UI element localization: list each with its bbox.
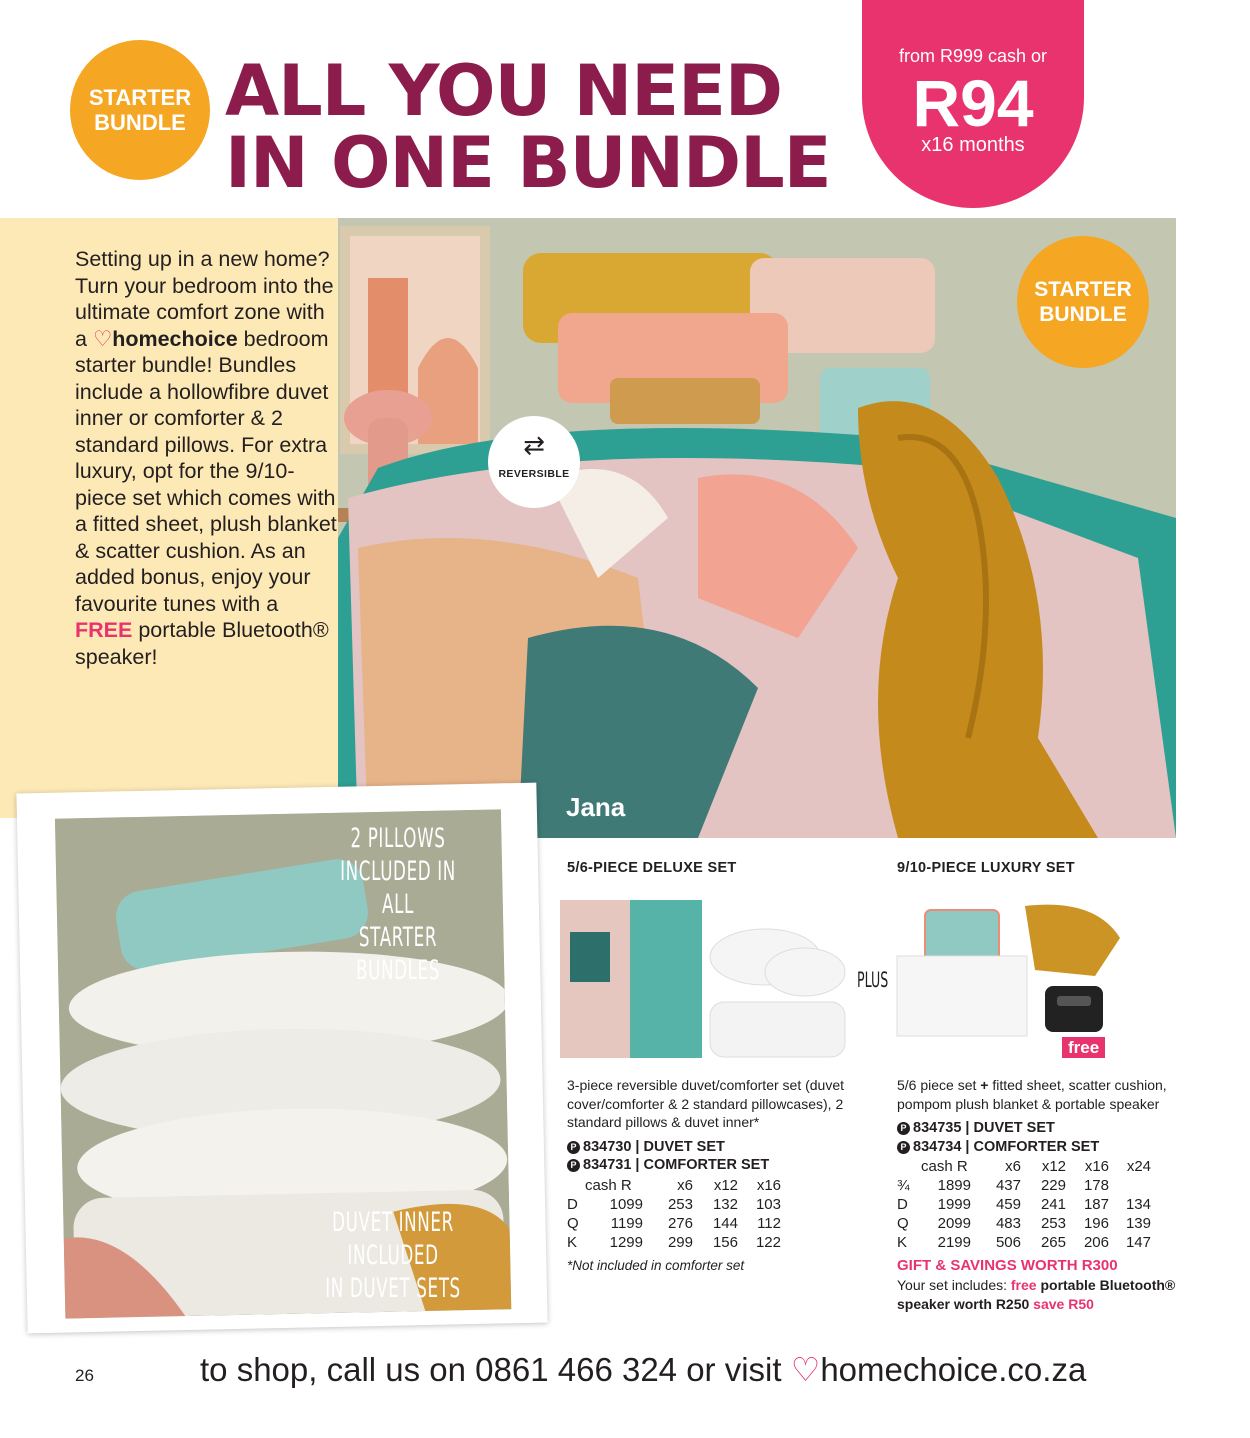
table-cell: 147: [1125, 1234, 1151, 1251]
table-cell: 132: [712, 1196, 738, 1213]
product-name: Jana: [566, 792, 626, 822]
swap-arrows-icon: ⇄: [523, 430, 545, 460]
deluxe-title: 5/6-PIECE DELUXE SET: [567, 860, 737, 876]
table-cell: x16: [1084, 1158, 1109, 1175]
heart-icon: ♡: [790, 1351, 821, 1388]
table-header-row: [567, 1176, 781, 1195]
gift-text: portable Bluetooth® speaker worth R250: [897, 1277, 1176, 1312]
order-code-icon: P: [567, 1159, 580, 1172]
table-cell: 1999: [937, 1196, 971, 1213]
table-cell: x12: [713, 1177, 738, 1194]
table-cell: 144: [712, 1215, 738, 1232]
table-cell: 483: [995, 1215, 1021, 1232]
footer-contact: [200, 1350, 1086, 1389]
table-cell: 178: [1083, 1177, 1109, 1194]
photo-badge-line-1: STARTER: [1034, 278, 1132, 301]
price-circle: [862, 0, 1084, 208]
table-header-row: [897, 1157, 1151, 1176]
intro-copy: [75, 246, 337, 670]
deluxe-price-table: [567, 1176, 781, 1252]
headline-line-2: IN ONE BUNDLE: [225, 122, 831, 204]
price-from: from R999 cash or: [898, 46, 1048, 66]
duvet-note-line-1: DUVET INNER INCLUDED: [332, 1207, 454, 1271]
reversible-label: REVERSIBLE: [498, 468, 570, 480]
reversible-badge: [488, 416, 580, 508]
table-cell: 241: [1040, 1196, 1066, 1213]
deluxe-code-comforter: P 834731 | COMFORTER SET: [567, 1157, 769, 1173]
luxury-price-table: [897, 1157, 1151, 1252]
table-cell: Q: [897, 1215, 909, 1232]
code-number: 834730: [583, 1139, 632, 1155]
gift-description: [897, 1276, 1187, 1313]
pillows-note-line-1: 2 PILLOWS: [350, 823, 446, 854]
table-row: [567, 1233, 781, 1252]
headline: [225, 50, 831, 204]
table-cell: 139: [1125, 1215, 1151, 1232]
pillows-note-line-2: INCLUDED IN ALL: [340, 856, 456, 920]
table-cell: 506: [995, 1234, 1021, 1251]
luxury-product-image: [895, 898, 1135, 1038]
plus-label: PLUS: [857, 968, 889, 992]
table-row: [897, 1195, 1151, 1214]
code-label: COMFORTER SET: [643, 1157, 770, 1173]
table-cell: 253: [1040, 1215, 1066, 1232]
price-monthly: R94: [912, 66, 1034, 140]
table-cell: x24: [1126, 1158, 1151, 1175]
table-cell: [897, 1157, 921, 1176]
table-cell: 1299: [609, 1234, 643, 1251]
table-cell: 196: [1083, 1215, 1109, 1232]
gift-title: GIFT & SAVINGS WORTH R300: [897, 1257, 1118, 1274]
table-cell: 206: [1083, 1234, 1109, 1251]
starter-bundle-badge: [70, 40, 210, 180]
table-cell: 229: [1040, 1177, 1066, 1194]
deluxe-footnote: *Not included in comforter set: [567, 1258, 745, 1273]
deluxe-product-image: [560, 892, 850, 1062]
table-cell: K: [567, 1234, 578, 1251]
table-cell: Q: [567, 1215, 579, 1232]
table-cell: 156: [712, 1234, 738, 1251]
badge-line-2: BUNDLE: [94, 110, 186, 135]
table-row: [897, 1176, 1151, 1195]
luxury-code-comforter: P 834734 | COMFORTER SET: [897, 1139, 1099, 1155]
table-cell: 2099: [937, 1215, 971, 1232]
table-cell: 103: [755, 1196, 781, 1213]
table-cell: x12: [1041, 1158, 1066, 1175]
brand-inline: [93, 327, 238, 351]
table-row: [567, 1195, 781, 1214]
pillows-note-line-3: STARTER BUNDLES: [355, 922, 441, 986]
table-cell: cash R: [585, 1177, 632, 1194]
plus-sign: +: [980, 1077, 989, 1093]
desc-text: 5/6 piece set: [897, 1077, 977, 1093]
page-number: 26: [75, 1366, 94, 1385]
table-row: [567, 1214, 781, 1233]
table-cell: 459: [995, 1196, 1021, 1213]
table-cell: x6: [1005, 1158, 1021, 1175]
brand-name: homechoice: [112, 326, 238, 351]
table-cell: 1199: [610, 1215, 643, 1232]
table-cell: 134: [1125, 1196, 1151, 1213]
photo-badge-line-2: BUNDLE: [1039, 303, 1127, 326]
order-code-icon: P: [897, 1141, 910, 1154]
desc-text: fitted sheet, scatter cushion, pompom plush blanket & portable speaker: [897, 1077, 1167, 1112]
deluxe-description: 3-piece reversible duvet/comforter set (duvet cover/comforter & 2 standard pillowcases), 2 standard pillows & duvet inner*: [567, 1077, 845, 1130]
table-cell: 299: [667, 1234, 693, 1251]
table-cell: 1899: [937, 1177, 971, 1194]
table-cell: ¾: [897, 1177, 910, 1194]
code-label: DUVET SET: [643, 1139, 725, 1155]
code-label: COMFORTER SET: [973, 1139, 1100, 1155]
table-cell: D: [897, 1196, 908, 1213]
heart-icon: ♡: [92, 326, 113, 351]
table-cell: 1099: [609, 1196, 643, 1213]
table-cell: x6: [677, 1177, 693, 1194]
free-label: free: [1062, 1037, 1105, 1058]
table-cell: 265: [1040, 1234, 1066, 1251]
luxury-description: [897, 1076, 1187, 1113]
table-cell: 276: [667, 1215, 693, 1232]
table-cell: 112: [757, 1215, 781, 1232]
table-cell: [567, 1176, 585, 1195]
free-speaker-tag: [1062, 1038, 1105, 1058]
gift-free: free: [1010, 1277, 1037, 1293]
price-months: x16 months: [921, 134, 1025, 156]
table-cell: 122: [755, 1234, 781, 1251]
order-code-icon: P: [897, 1122, 910, 1135]
table-cell: 253: [667, 1196, 693, 1213]
duvet-note: [228, 1206, 558, 1305]
free-word: FREE: [75, 618, 133, 642]
order-code-icon: P: [567, 1141, 580, 1154]
duvet-note-line-2: IN DUVET SETS: [325, 1273, 461, 1304]
starter-bundle-photo-badge: [1017, 236, 1149, 368]
code-number: 834731: [583, 1157, 632, 1173]
badge-line-1: STARTER: [88, 85, 192, 110]
copy-text-3: portable Bluetooth® speaker!: [75, 618, 329, 669]
code-number: 834735: [913, 1120, 962, 1136]
table-row: [897, 1214, 1151, 1233]
headline-line-1: ALL YOU NEED: [225, 50, 782, 132]
code-label: DUVET SET: [973, 1120, 1055, 1136]
copy-text-1: Setting up in a new home? Turn your bedroom into the ultimate comfort zone with a: [75, 247, 334, 351]
table-cell: K: [897, 1234, 908, 1251]
table-cell: cash R: [921, 1158, 968, 1175]
table-cell: [1109, 1176, 1151, 1195]
footer-text: to shop, call us on 0861 466 324 or visit: [200, 1351, 791, 1388]
table-cell: 437: [995, 1177, 1021, 1194]
table-row: [897, 1233, 1151, 1252]
footer-site-link[interactable]: homechoice.co.za: [820, 1351, 1087, 1388]
deluxe-code-duvet: P 834730 | DUVET SET: [567, 1139, 725, 1155]
pillows-note: [278, 822, 518, 987]
copy-text-2: bedroom starter bundle! Bundles include a hollowfibre duvet inner or comforter & 2 standard pillows. For extra luxury, opt for the 9/10-piece set which comes with a fitted sheet, plush blanket & scatter cushion. As an added bonus, enjoy your favourite tunes with a: [75, 326, 337, 616]
table-cell: 187: [1083, 1196, 1109, 1213]
gift-save: save R50: [1033, 1295, 1094, 1312]
luxury-code-duvet: P 834735 | DUVET SET: [897, 1120, 1055, 1136]
luxury-title: 9/10-PIECE LUXURY SET: [897, 860, 1075, 876]
code-number: 834734: [913, 1139, 962, 1155]
table-cell: D: [567, 1196, 578, 1213]
table-cell: x16: [756, 1177, 781, 1194]
table-cell: 2199: [937, 1234, 971, 1251]
gift-text: Your set includes:: [897, 1277, 1011, 1293]
